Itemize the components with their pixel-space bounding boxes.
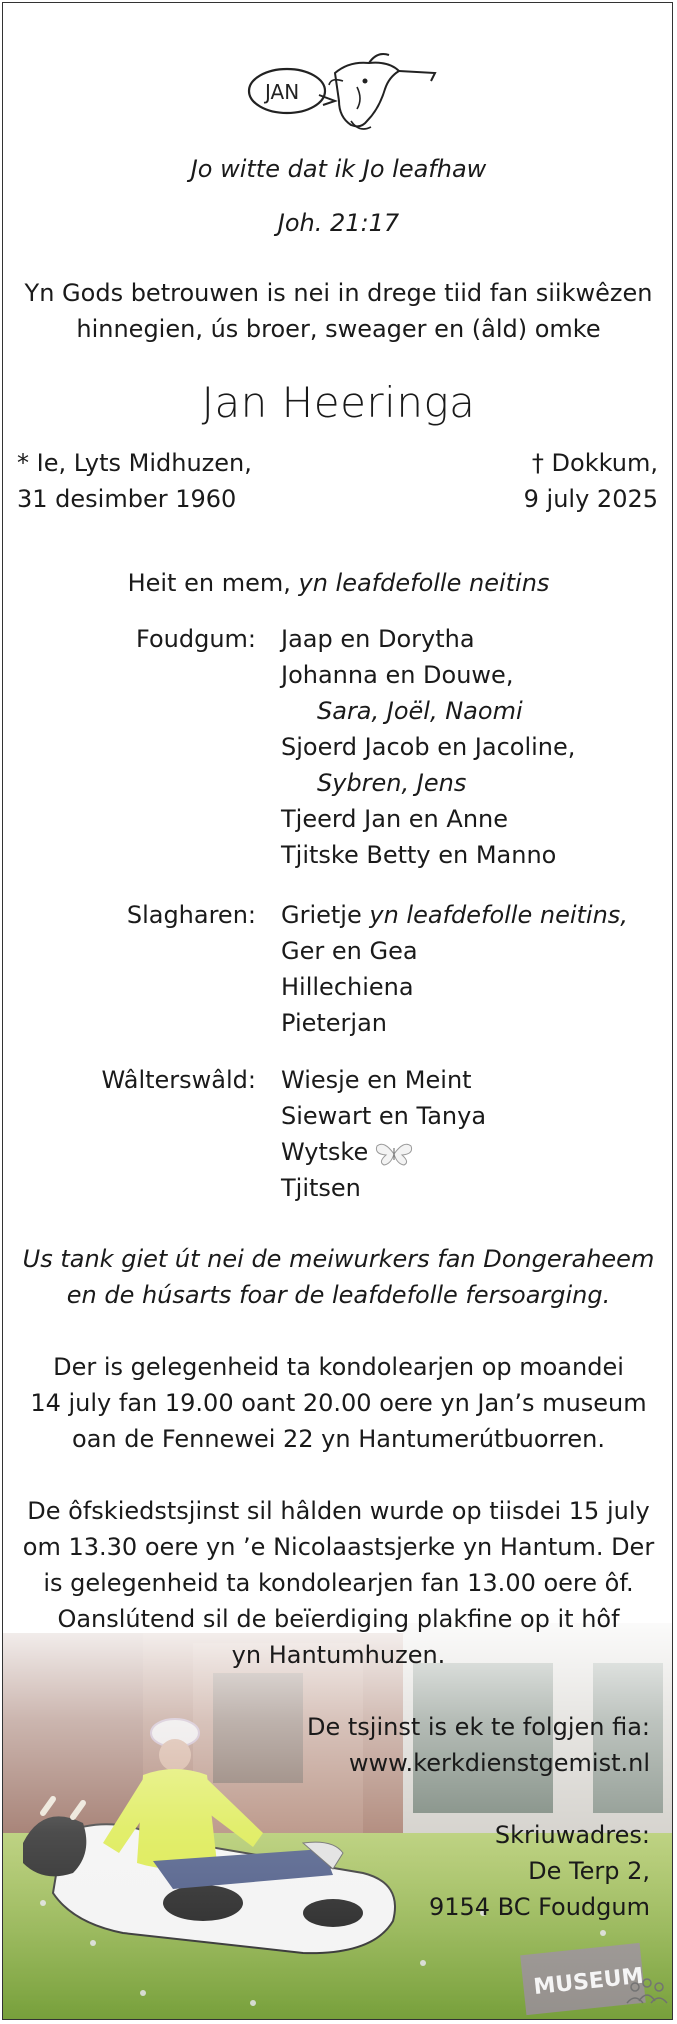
family-member: Pieterjan	[281, 1009, 388, 1037]
family-member-note: yn leafdefolle neitins,	[369, 901, 628, 929]
family-member-name: Wytske	[281, 1138, 369, 1166]
butterfly-icon	[374, 1140, 414, 1166]
family-member: Johanna en Douwe,	[281, 661, 514, 689]
family-member	[281, 1134, 414, 1170]
birth-info	[17, 445, 252, 517]
service-line-5: yn Hantumhuzen.	[231, 1641, 446, 1669]
death-place: † Dokkum,	[531, 449, 658, 477]
thanks-line-2: en de húsarts foar de leafdefolle fersoarging.	[66, 1281, 611, 1309]
family-grandchildren: Sybren, Jens	[317, 769, 467, 797]
family-slagharen	[3, 897, 673, 1041]
jan-cow-logo	[239, 51, 439, 133]
family-member: Wiesje en Meint	[281, 1066, 472, 1094]
condolence-line-2: 14 july fan 19.00 oant 20.00 oere yn Jan’s museum	[30, 1389, 647, 1417]
condolence-line-1: Der is gelegenheid ta kondolearjen op moandei	[53, 1353, 624, 1381]
intro-line-1: Yn Gods betrouwen is nei in drege tiid fan siikwêzen	[24, 279, 653, 307]
family-member: Ger en Gea	[281, 937, 418, 965]
stream-text: De tsjinst is ek te folgjen fia:	[307, 1713, 650, 1741]
family-heading-italic: yn leafdefolle neitins	[298, 569, 550, 597]
family-member: Sjoerd Jacob en Jacoline,	[281, 733, 576, 761]
family-member: Siewart en Tanya	[281, 1102, 487, 1130]
address-block	[429, 1817, 650, 1925]
family-foudgum	[3, 621, 673, 873]
stream-url-link[interactable]: www.kerkdienstgemist.nl	[348, 1749, 650, 1777]
family-heading	[3, 565, 673, 601]
verse-text: Jo witte dat ik Jo leafhaw	[190, 155, 487, 183]
deceased-name: Jan Heeringa	[201, 378, 476, 427]
verse-reference: Joh. 21:17	[277, 209, 400, 237]
family-member: Tjeerd Jan en Anne	[281, 805, 509, 833]
family-label-foudgum: Foudgum:	[136, 625, 256, 653]
family-member: Jaap en Dorytha	[281, 625, 475, 653]
service-line-2: om 13.30 oere yn ’e Nicolaastsjerke yn Hantum. Der	[22, 1533, 655, 1561]
service-line-1: De ôfskiedstsjinst sil hâlden wurde op tiisdei 15 july	[27, 1497, 650, 1525]
thanks-line-1: Us tank giet út nei de meiwurkers fan Dongeraheem	[22, 1245, 655, 1273]
family-member: Tjitsen	[281, 1174, 361, 1202]
family-heading-plain: Heit en mem,	[127, 569, 299, 597]
address-postcode-city: 9154 BC Foudgum	[428, 1893, 650, 1921]
stream-info	[307, 1709, 650, 1781]
family-grandchildren: Sara, Joël, Naomi	[317, 697, 523, 725]
family-member: Hillechiena	[281, 973, 414, 1001]
intro-line-2: hinnegien, ús broer, sweager en (âld) omke	[76, 315, 601, 343]
service-line-4: Oanslútend sil de beïerdiging plakfine op it hôf	[57, 1605, 620, 1633]
family-label-slagharen: Slagharen:	[126, 901, 256, 929]
condolence-line-3: oan de Fennewei 22 yn Hantumerútbuorren.	[72, 1425, 605, 1453]
address-heading: Skriuwadres:	[494, 1821, 650, 1849]
birth-place: * Ie, Lyts Midhuzen,	[17, 449, 252, 477]
birth-date: 31 desimber 1960	[17, 485, 237, 513]
family-member: Tjitske Betty en Manno	[281, 841, 557, 869]
family-label-walterswald: Wâlterswâld:	[101, 1066, 256, 1094]
family-member-name: Grietje	[281, 901, 370, 929]
address-street: De Terp 2,	[528, 1857, 650, 1885]
family-walterswald	[3, 1062, 673, 1206]
death-date: 9 july 2025	[523, 485, 658, 513]
service-line-3: is gelegenheid ta kondolearjen fan 13.00 oere ôf.	[43, 1569, 634, 1597]
death-info	[524, 445, 658, 517]
obituary-card	[2, 2, 673, 2020]
logo-text: JAN	[265, 80, 300, 104]
family-member	[281, 897, 628, 933]
